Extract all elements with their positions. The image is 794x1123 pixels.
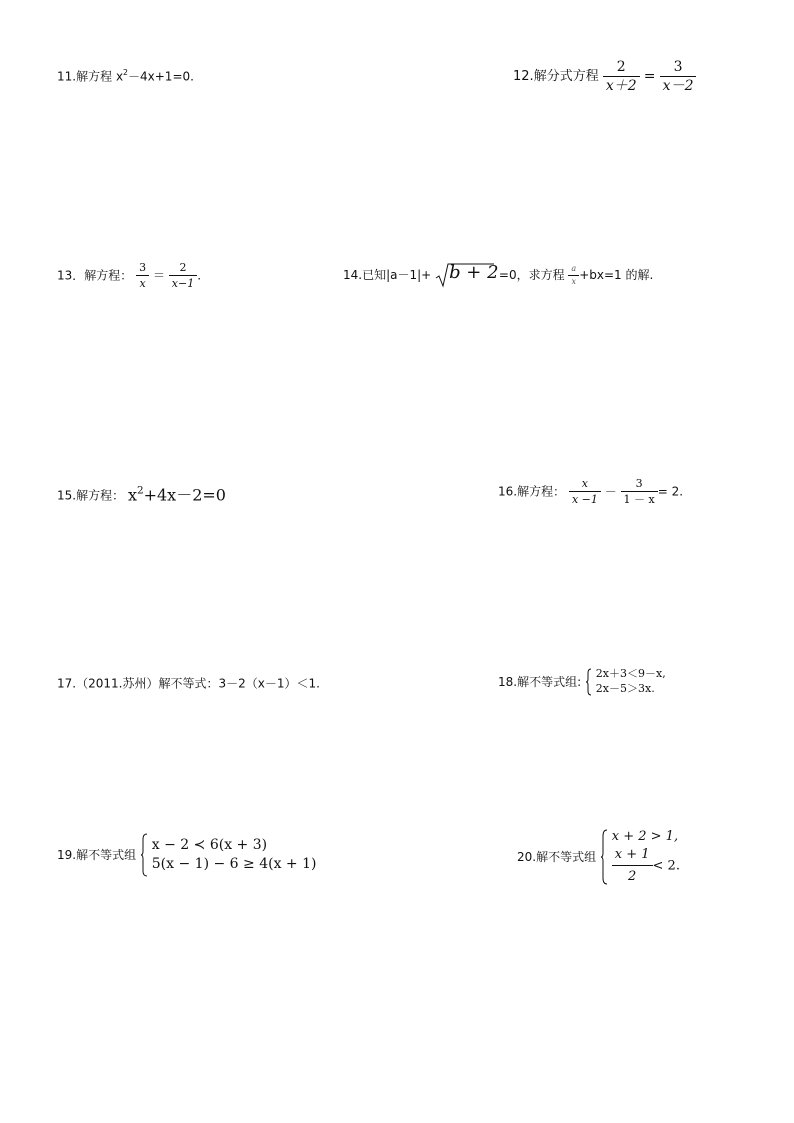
fraction: $\frac{2}{x-1}$ bbox=[169, 262, 197, 289]
problem-prompt: 已知|a－1|+ bbox=[362, 268, 432, 282]
problem-prompt: 解分式方程 bbox=[533, 69, 599, 84]
problem-number: 16. bbox=[498, 484, 518, 499]
left-brace-icon bbox=[585, 668, 592, 696]
problem-18 bbox=[498, 667, 666, 697]
problem-11 bbox=[57, 70, 194, 83]
fraction: $\frac{2}{x+2}$ bbox=[603, 60, 640, 93]
fraction: $\frac{3}{x}$ bbox=[136, 262, 149, 289]
problem-prompt: 解不等式组: bbox=[517, 674, 582, 689]
fraction: $\frac{x}{x -1}$ bbox=[569, 478, 601, 505]
problem-17 bbox=[57, 677, 320, 690]
problem-number: 20. bbox=[517, 849, 537, 864]
problem-number: 11. bbox=[57, 69, 77, 84]
problem-number: 15. bbox=[57, 488, 77, 503]
problem-number: 17. bbox=[57, 676, 77, 691]
problem-12: 12.解分式方程 $\frac{2}{x+2}$ = $\frac{3}{x-2}$ bbox=[513, 60, 696, 93]
problem-13: 13．解方程： $\frac{3}{x}$ ＝ $\frac{2}{x-1}$ . bbox=[57, 261, 202, 290]
problem-prompt: 解方程： bbox=[76, 488, 125, 503]
problem-16: 16.解方程： $\frac{x}{x -1}$ － $\frac{3}{1 - x}$ = 2. bbox=[498, 477, 684, 506]
problem-text: （2011.苏州）解不等式：3－2（x－1）＜1. bbox=[76, 676, 320, 691]
equation: $x^2-4x+1=0$. bbox=[115, 68, 194, 84]
problem-19 bbox=[57, 833, 316, 877]
problem-prompt: 解方程： bbox=[517, 484, 566, 499]
problem-number: 13． bbox=[57, 268, 85, 283]
problem-number: 12. bbox=[513, 69, 534, 84]
square-root: b + 2 bbox=[435, 262, 495, 288]
left-brace-icon bbox=[140, 833, 148, 877]
inequality-system: x + 2 > 1, $\frac{x + 1}{2}$ < 2. bbox=[611, 829, 680, 885]
equation: $x^2+4x-2=0$ bbox=[127, 484, 226, 505]
inequality-system: 2x＋3＜9－x, 2x－5＞3x. bbox=[595, 667, 666, 695]
problem-number: 14. bbox=[343, 268, 363, 282]
left-brace-icon bbox=[600, 829, 608, 885]
problem-prompt: 解不等式组 bbox=[76, 848, 137, 862]
fraction: $\frac{x + 1}{2}$ bbox=[612, 846, 653, 886]
problem-number: 19. bbox=[57, 848, 77, 862]
fraction: $\frac{a}{x}$ bbox=[568, 265, 579, 286]
problem-prompt: 解方程： bbox=[84, 268, 133, 283]
problem-prompt: 解不等式组 bbox=[536, 849, 597, 864]
fraction: $\frac{3}{x-2}$ bbox=[660, 60, 697, 93]
inequality-system: x − 2 ≺ 6(x + 3) 5(x − 1) − 6 ≥ 4(x + 1) bbox=[151, 837, 317, 872]
problem-15 bbox=[57, 484, 226, 505]
problem-number: 18. bbox=[498, 674, 518, 689]
fraction: $\frac{3}{1 - x}$ bbox=[621, 478, 658, 505]
problem-14: 14.已知|a－1|+ b + 2 =0，求方程 $\frac{a}{x}$ +bx=1 的解. bbox=[343, 262, 653, 288]
problem-prompt: 解方程 bbox=[76, 69, 113, 84]
problem-20 bbox=[517, 828, 680, 886]
